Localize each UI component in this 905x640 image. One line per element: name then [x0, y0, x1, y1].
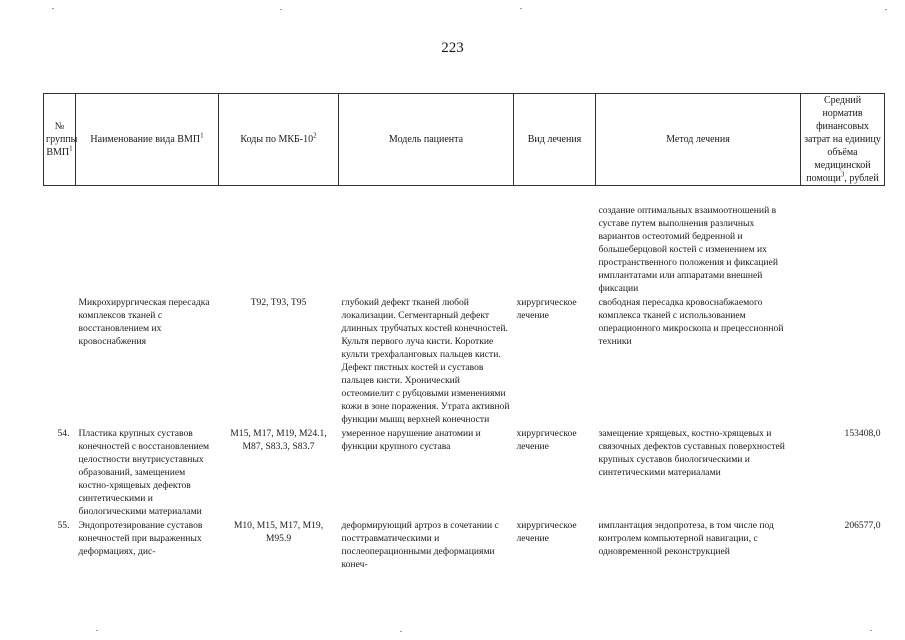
cell-num: 55.	[57, 520, 70, 531]
cell-type	[514, 203, 596, 295]
header-group-no: № группы ВМП$^1$	[44, 94, 76, 186]
cell-codes	[219, 203, 339, 295]
cell-method: имплантация эндопротеза, в том числе под контролем компьютерной навигации, с одновременной реконструкцией	[598, 520, 774, 557]
cell-method: замещение хрящевых, костно-хрящевых и связочных дефектов суставных поверхностей крупных суставов биологическими и синтетическими материалами	[598, 428, 785, 478]
cell-codes: M15, M17, M19, M24.1, M87, S83.3, S83.7	[230, 428, 327, 452]
spacer-row	[44, 186, 885, 204]
cell-type: хирургическое лечение	[516, 520, 577, 544]
cell-type: хирургическое лечение	[516, 297, 577, 321]
header-mkb-codes: Коды по МКБ-$10^2$	[219, 94, 339, 186]
cell-codes: T92, T93, T95	[250, 297, 307, 308]
cell-name	[76, 203, 219, 295]
cell-name: Пластика крупных суставов конечностей с восстановлением целостности внутрисуставных образований, замещением костно-хрящевых дефектов синтетическими и биологическими материалами	[78, 428, 210, 517]
cell-name: Микрохирургическая пересадка комплексов тканей с восстановлением их кровоснабжения	[78, 297, 210, 347]
table-row	[44, 203, 885, 295]
header-patient-model: Модель пациента	[339, 94, 514, 186]
table-row	[44, 295, 885, 426]
cell-type: хирургическое лечение	[516, 428, 577, 452]
cell-model: глубокий дефект тканей любой локализации. Сегментарный дефект длинных трубчатых костей конечностей. Культя первого луча кисти. Короткие культи трехфаланговых пальцев кисти. Дефект пястных костей и суставов пальцев кисти. Хронический остеомиелит с рубцовыми изменениями кожи в зоне поражения. Утрата активной функции мышц верхней конечности	[341, 297, 510, 425]
vmp-table	[43, 93, 885, 571]
cell-price	[801, 295, 885, 426]
cell-price: 153408,0	[844, 428, 881, 439]
cell-model: деформирующий артроз в сочетании с посттравматическими и послеоперационными деформациями конеч-	[341, 520, 499, 570]
cell-name: Эндопротезирование суставов конечностей при выраженных деформациях, дис-	[78, 520, 203, 557]
cell-num: 54.	[57, 428, 70, 439]
cell-model	[339, 203, 514, 295]
cell-codes: M10, M15, M17, M19, M95.9	[233, 520, 324, 544]
scan-speck	[870, 630, 872, 631]
page-number: 223	[441, 40, 464, 56]
cell-method: свободная пересадка кровоснабжаемого комплекса тканей с использованием операционного микроскопа и прецессионной техники	[598, 297, 784, 347]
scan-speck	[52, 8, 54, 9]
cell-model: умеренное нарушение анатомии и функции крупного сустава	[341, 428, 481, 452]
scan-speck	[885, 9, 887, 10]
header-cost-norm: Средний норматив финансовых затрат на единицу объёма медицинской помощи$^3$, рублей	[801, 94, 885, 186]
header-vmp-name: Наименование вида ВМП$^1$	[76, 94, 219, 186]
cell-num	[44, 295, 76, 426]
table-header-row	[44, 94, 885, 186]
cell-price	[801, 203, 885, 295]
scan-speck	[280, 9, 282, 10]
scan-speck	[96, 630, 98, 631]
cell-method: создание оптимальных взаимоотношений в суставе путем выполнения различных вариантов остеотомий бедренной и большеберцовой костей с изменением их пространственного положения и фиксацией имплантатами или аппаратами внешней фиксации	[598, 205, 778, 294]
header-treatment-type: Вид лечения	[514, 94, 596, 186]
cell-num	[44, 203, 76, 295]
table-row	[44, 426, 885, 518]
header-treatment-method: Метод лечения	[596, 94, 801, 186]
scan-speck	[400, 631, 402, 632]
cell-price: 206577,0	[844, 520, 881, 531]
table-row	[44, 518, 885, 571]
scan-speck	[520, 8, 522, 9]
